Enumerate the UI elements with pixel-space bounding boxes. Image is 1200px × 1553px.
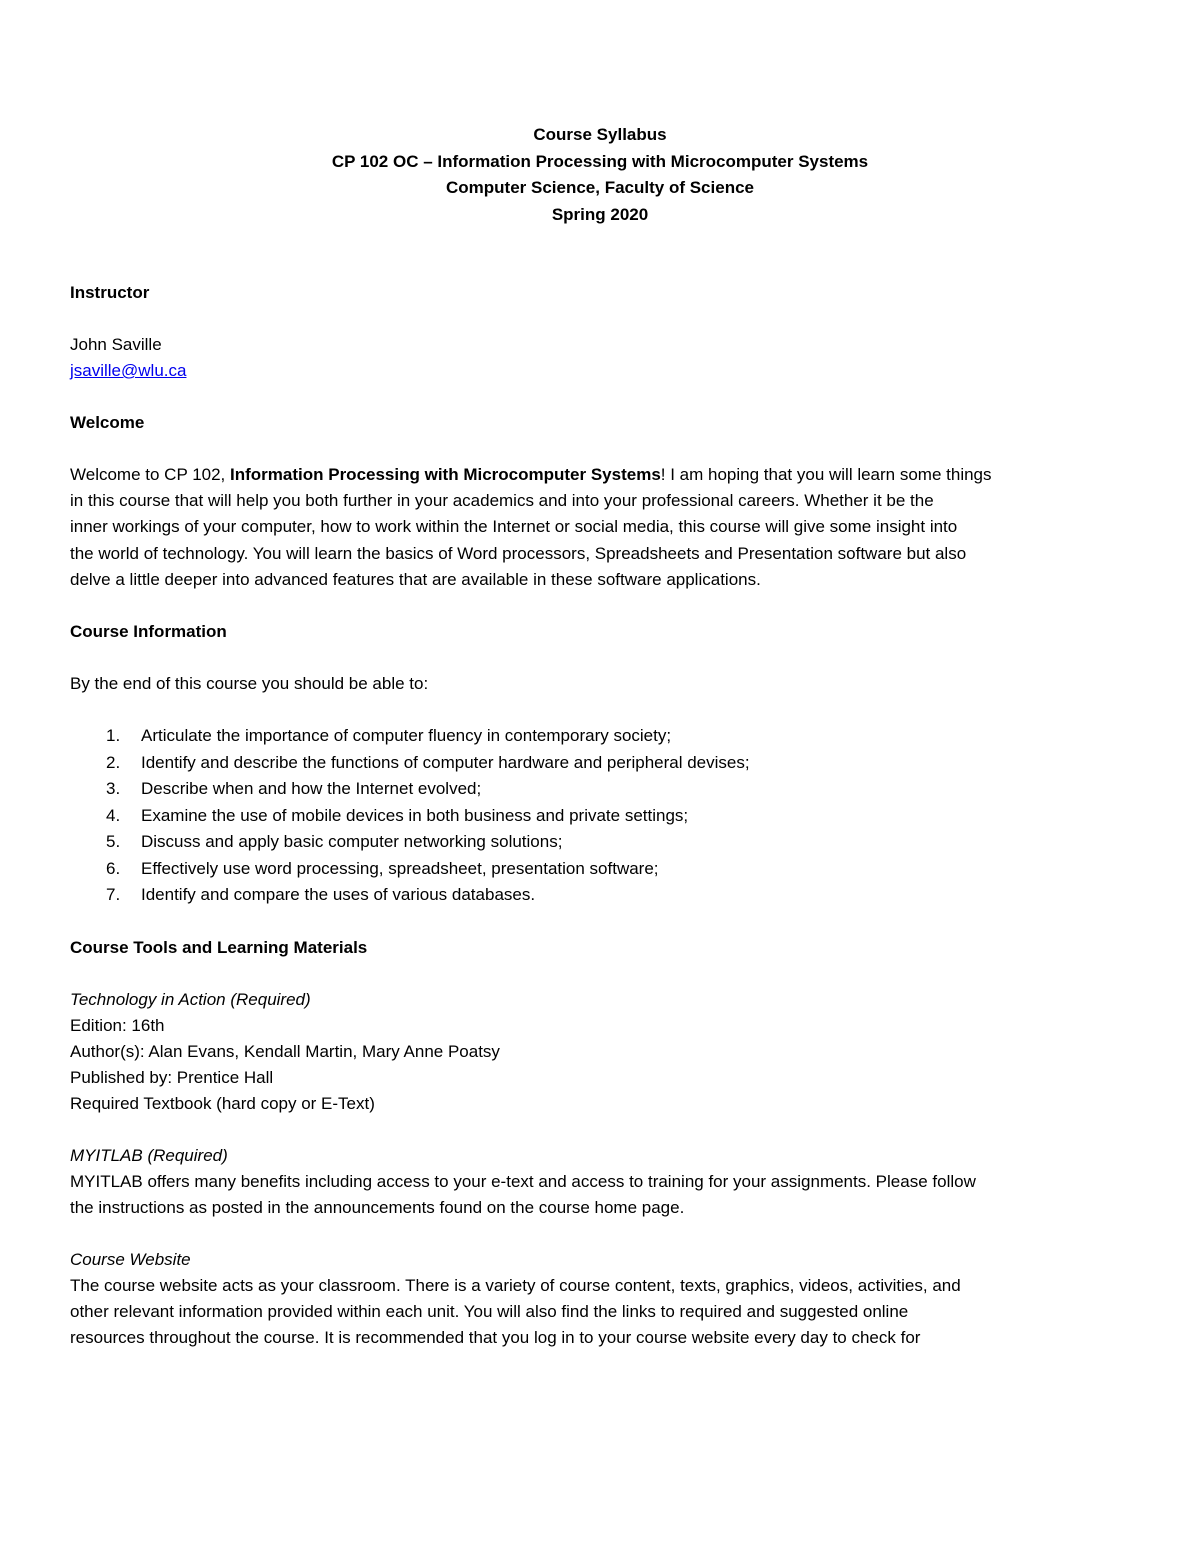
welcome-heading: Welcome xyxy=(70,413,145,432)
textbook-authors: Author(s): Alan Evans, Kendall Martin, Mary Anne Poatsy xyxy=(70,1041,500,1061)
list-item: 3. Describe when and how the Internet evolved; xyxy=(106,779,482,799)
materials-heading: Course Tools and Learning Materials xyxy=(70,937,368,957)
welcome-line: delve a little deeper into advanced features that are available in these software applications. xyxy=(70,569,761,589)
syllabus-page xyxy=(70,122,1130,1351)
myitlab-line: MYITLAB offers many benefits including access to your e-text and access to training for your assignments. Please follow xyxy=(70,1171,976,1191)
website-line: resources throughout the course. It is recommended that you log in to your course website every day to check for xyxy=(70,1327,921,1347)
myitlab-title: MYITLAB (Required) xyxy=(70,1145,228,1165)
instructor-name: John Saville xyxy=(70,335,162,354)
department: Computer Science, Faculty of Science xyxy=(446,178,754,197)
list-item: 2. Identify and describe the functions of computer hardware and peripheral devises; xyxy=(106,752,750,772)
welcome-line: the world of technology. You will learn the basics of Word processors, Spreadsheets and Presentation software but also xyxy=(70,543,967,563)
textbook-title: Technology in Action (Required) xyxy=(70,989,311,1009)
welcome-paragraph xyxy=(70,462,1130,593)
document-title: Course Syllabus xyxy=(533,125,667,144)
instructor-email-link[interactable]: jsaville@wlu.ca xyxy=(70,361,187,380)
welcome-intro: Welcome to CP 102, xyxy=(70,465,231,484)
welcome-line: in this course that will help you both further in your academics and into your professional careers. Whether it be the xyxy=(70,491,934,511)
welcome-line1-rest: ! I am hoping that you will learn some things xyxy=(660,465,992,484)
list-item: 7. Identify and compare the uses of various databases. xyxy=(106,885,536,905)
myitlab-block xyxy=(70,1143,1130,1221)
textbook-publisher: Published by: Prentice Hall xyxy=(70,1067,274,1087)
website-title: Course Website xyxy=(70,1249,191,1269)
list-item: 4. Examine the use of mobile devices in both business and private settings; xyxy=(106,805,689,825)
welcome-line: inner workings of your computer, how to work within the Internet or social media, this course will give some insight into xyxy=(70,517,958,537)
myitlab-line: the instructions as posted in the announcements found on the course home page. xyxy=(70,1197,685,1217)
instructor-heading: Instructor xyxy=(70,283,150,302)
course-information-heading: Course Information xyxy=(70,622,227,642)
textbook-edition: Edition: 16th xyxy=(70,1015,165,1035)
textbook-block xyxy=(70,987,1130,1117)
textbook-format: Required Textbook (hard copy or E-Text) xyxy=(70,1093,375,1113)
website-line: The course website acts as your classroom. There is a variety of course content, texts, graphics, videos, activities, and xyxy=(70,1275,961,1295)
website-line: other relevant information provided within each unit. You will also find the links to required and suggested online xyxy=(70,1301,909,1321)
course-name-bold: Information Processing with Microcomputer Systems xyxy=(230,465,661,484)
list-item: 5. Discuss and apply basic computer networking solutions; xyxy=(106,832,563,852)
course-code-title: CP 102 OC – Information Processing with Microcomputer Systems xyxy=(331,151,869,171)
website-block xyxy=(70,1247,1130,1351)
objectives-list xyxy=(70,723,1130,909)
list-item: 6. Effectively use word processing, spreadsheet, presentation software; xyxy=(106,858,659,878)
term: Spring 2020 xyxy=(551,204,649,224)
document-header xyxy=(70,122,1130,228)
objectives-intro: By the end of this course you should be able to: xyxy=(70,674,429,694)
list-item: 1. Articulate the importance of computer fluency in contemporary society; xyxy=(106,726,672,746)
